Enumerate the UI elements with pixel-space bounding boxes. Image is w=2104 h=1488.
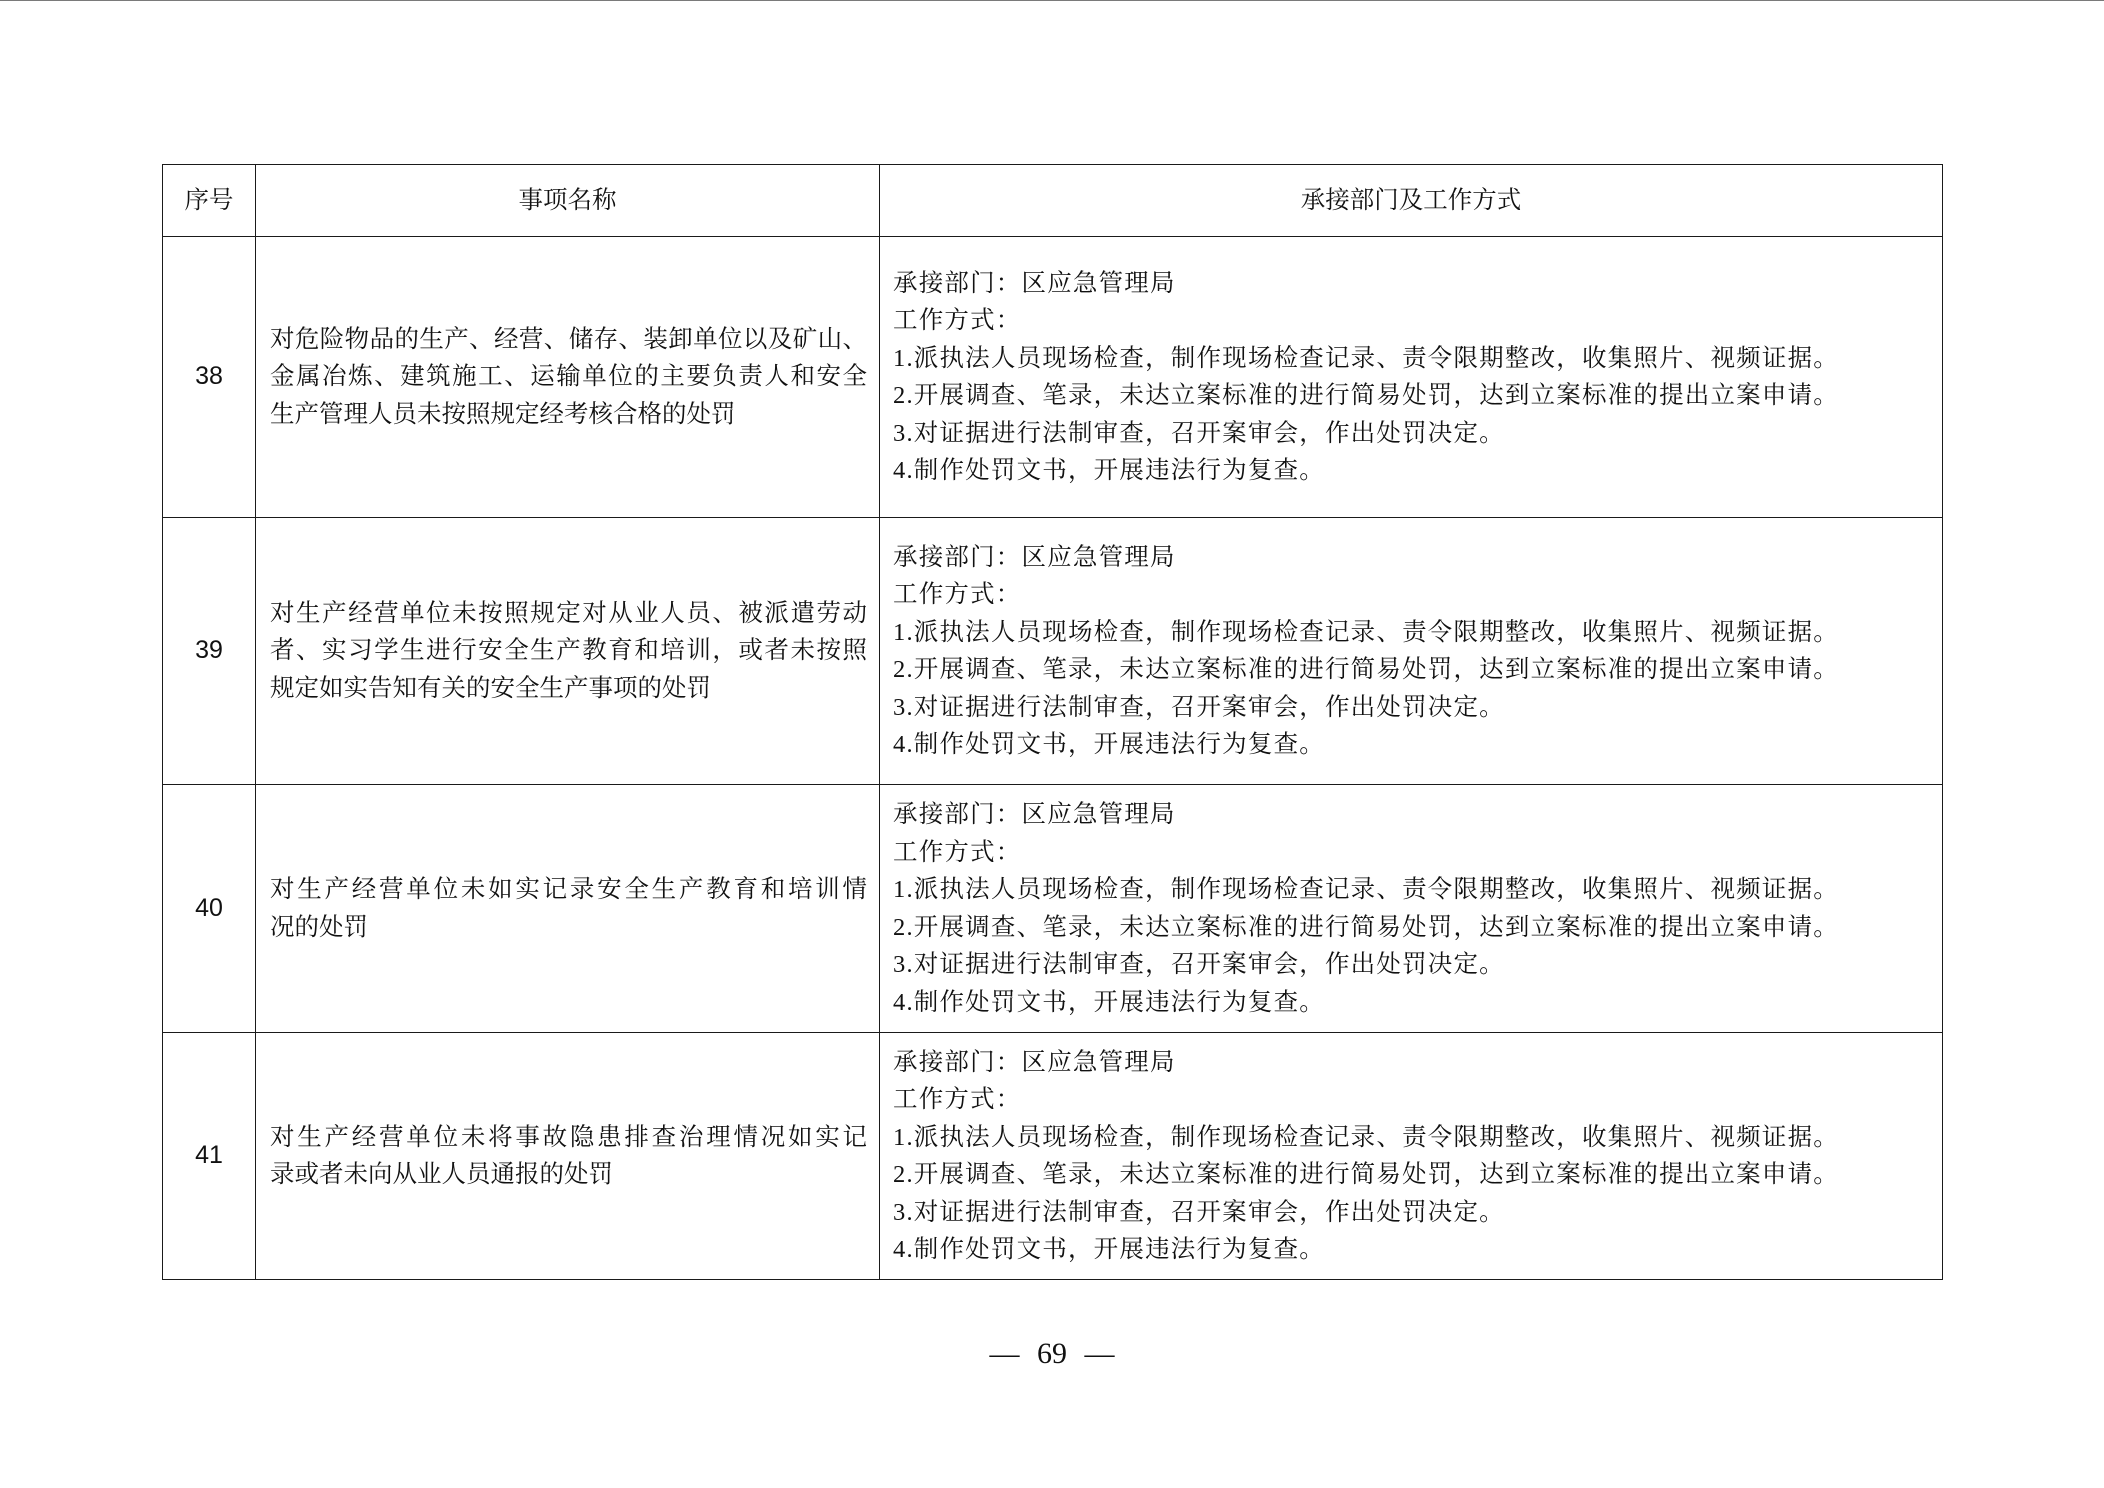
method-cell <box>880 518 1943 785</box>
method-cell <box>880 785 1943 1033</box>
table-row <box>163 237 1943 518</box>
department-line: 承接部门：区应急管理局 <box>893 1048 1176 1076</box>
department-line: 承接部门：区应急管理局 <box>893 801 1176 828</box>
items-table <box>162 164 1943 1280</box>
item-name-line: 对危险物品的生产、经营、储存、装卸单位以及矿山、 <box>270 325 867 353</box>
item-name-line: 金属冶炼、建筑施工、运输单位的主要负责人和安全 <box>270 363 867 391</box>
header-item-name: 事项名称 <box>256 165 880 237</box>
method-step: 3.对证据进行法制审查，召开案审会，作出处罚决定。 <box>893 951 1505 978</box>
page-number: — 69 — <box>989 1337 1115 1370</box>
method-step: 1.派执法人员现场检查，制作现场检查记录、责令限期整改，收集照片、视频证据。 <box>893 618 1839 646</box>
method-label: 工作方式： <box>893 307 1022 334</box>
header-index: 序号 <box>163 165 256 237</box>
department-line: 承接部门：区应急管理局 <box>893 269 1176 297</box>
table-header-row <box>163 165 1943 237</box>
row-index: 38 <box>163 237 256 518</box>
method-step: 4.制作处罚文书，开展违法行为复查。 <box>893 457 1325 484</box>
item-name-line: 录或者未向从业人员通报的处罚 <box>270 1161 613 1188</box>
item-name-line: 对生产经营单位未将事故隐患排查治理情况如实记 <box>270 1123 867 1151</box>
method-step: 1.派执法人员现场检查，制作现场检查记录、责令限期整改，收集照片、视频证据。 <box>893 876 1839 903</box>
row-index: 39 <box>163 518 256 785</box>
method-label: 工作方式： <box>893 1086 1022 1113</box>
method-step: 2.开展调查、笔录，未达立案标准的进行简易处罚，达到立案标准的提出立案申请。 <box>893 656 1839 683</box>
item-name-line: 况的处罚 <box>270 913 368 941</box>
item-name-cell <box>256 1033 880 1280</box>
item-name-line: 者、实习学生进行安全生产教育和培训，或者未按照 <box>270 637 867 665</box>
method-step: 4.制作处罚文书，开展违法行为复查。 <box>893 1236 1325 1263</box>
department-line: 承接部门：区应急管理局 <box>893 543 1176 571</box>
method-step: 4.制作处罚文书，开展违法行为复查。 <box>893 731 1325 758</box>
header-department-method: 承接部门及工作方式 <box>880 165 1943 237</box>
method-step: 3.对证据进行法制审查，召开案审会，作出处罚决定。 <box>893 419 1505 447</box>
page-top-edge <box>0 0 2104 1</box>
table-row <box>163 1033 1943 1280</box>
item-name-line: 对生产经营单位未如实记录安全生产教育和培训情 <box>270 876 867 903</box>
item-name-line: 生产管理人员未按照规定经考核合格的处罚 <box>270 400 736 428</box>
method-step: 2.开展调查、笔录，未达立案标准的进行简易处罚，达到立案标准的提出立案申请。 <box>893 1161 1839 1188</box>
method-label: 工作方式： <box>893 581 1022 608</box>
item-name-cell <box>256 518 880 785</box>
item-name-cell <box>256 785 880 1033</box>
method-step: 2.开展调查、笔录，未达立案标准的进行简易处罚，达到立案标准的提出立案申请。 <box>893 382 1839 409</box>
item-name-line: 规定如实告知有关的安全生产事项的处罚 <box>270 674 711 702</box>
method-cell <box>880 237 1943 518</box>
item-name-cell <box>256 237 880 518</box>
row-index: 41 <box>163 1033 256 1280</box>
table-row <box>163 518 1943 785</box>
method-step: 3.对证据进行法制审查，召开案审会，作出处罚决定。 <box>893 1198 1505 1226</box>
method-step: 1.派执法人员现场检查，制作现场检查记录、责令限期整改，收集照片、视频证据。 <box>893 344 1839 372</box>
method-cell <box>880 1033 1943 1280</box>
table-row <box>163 785 1943 1033</box>
row-index: 40 <box>163 785 256 1033</box>
item-name-line: 对生产经营单位未按照规定对从业人员、被派遣劳动 <box>270 599 867 627</box>
method-step: 4.制作处罚文书，开展违法行为复查。 <box>893 988 1325 1016</box>
method-step: 3.对证据进行法制审查，召开案审会，作出处罚决定。 <box>893 693 1505 721</box>
method-label: 工作方式： <box>893 838 1022 866</box>
method-step: 2.开展调查、笔录，未达立案标准的进行简易处罚，达到立案标准的提出立案申请。 <box>893 913 1839 941</box>
method-step: 1.派执法人员现场检查，制作现场检查记录、责令限期整改，收集照片、视频证据。 <box>893 1123 1839 1151</box>
